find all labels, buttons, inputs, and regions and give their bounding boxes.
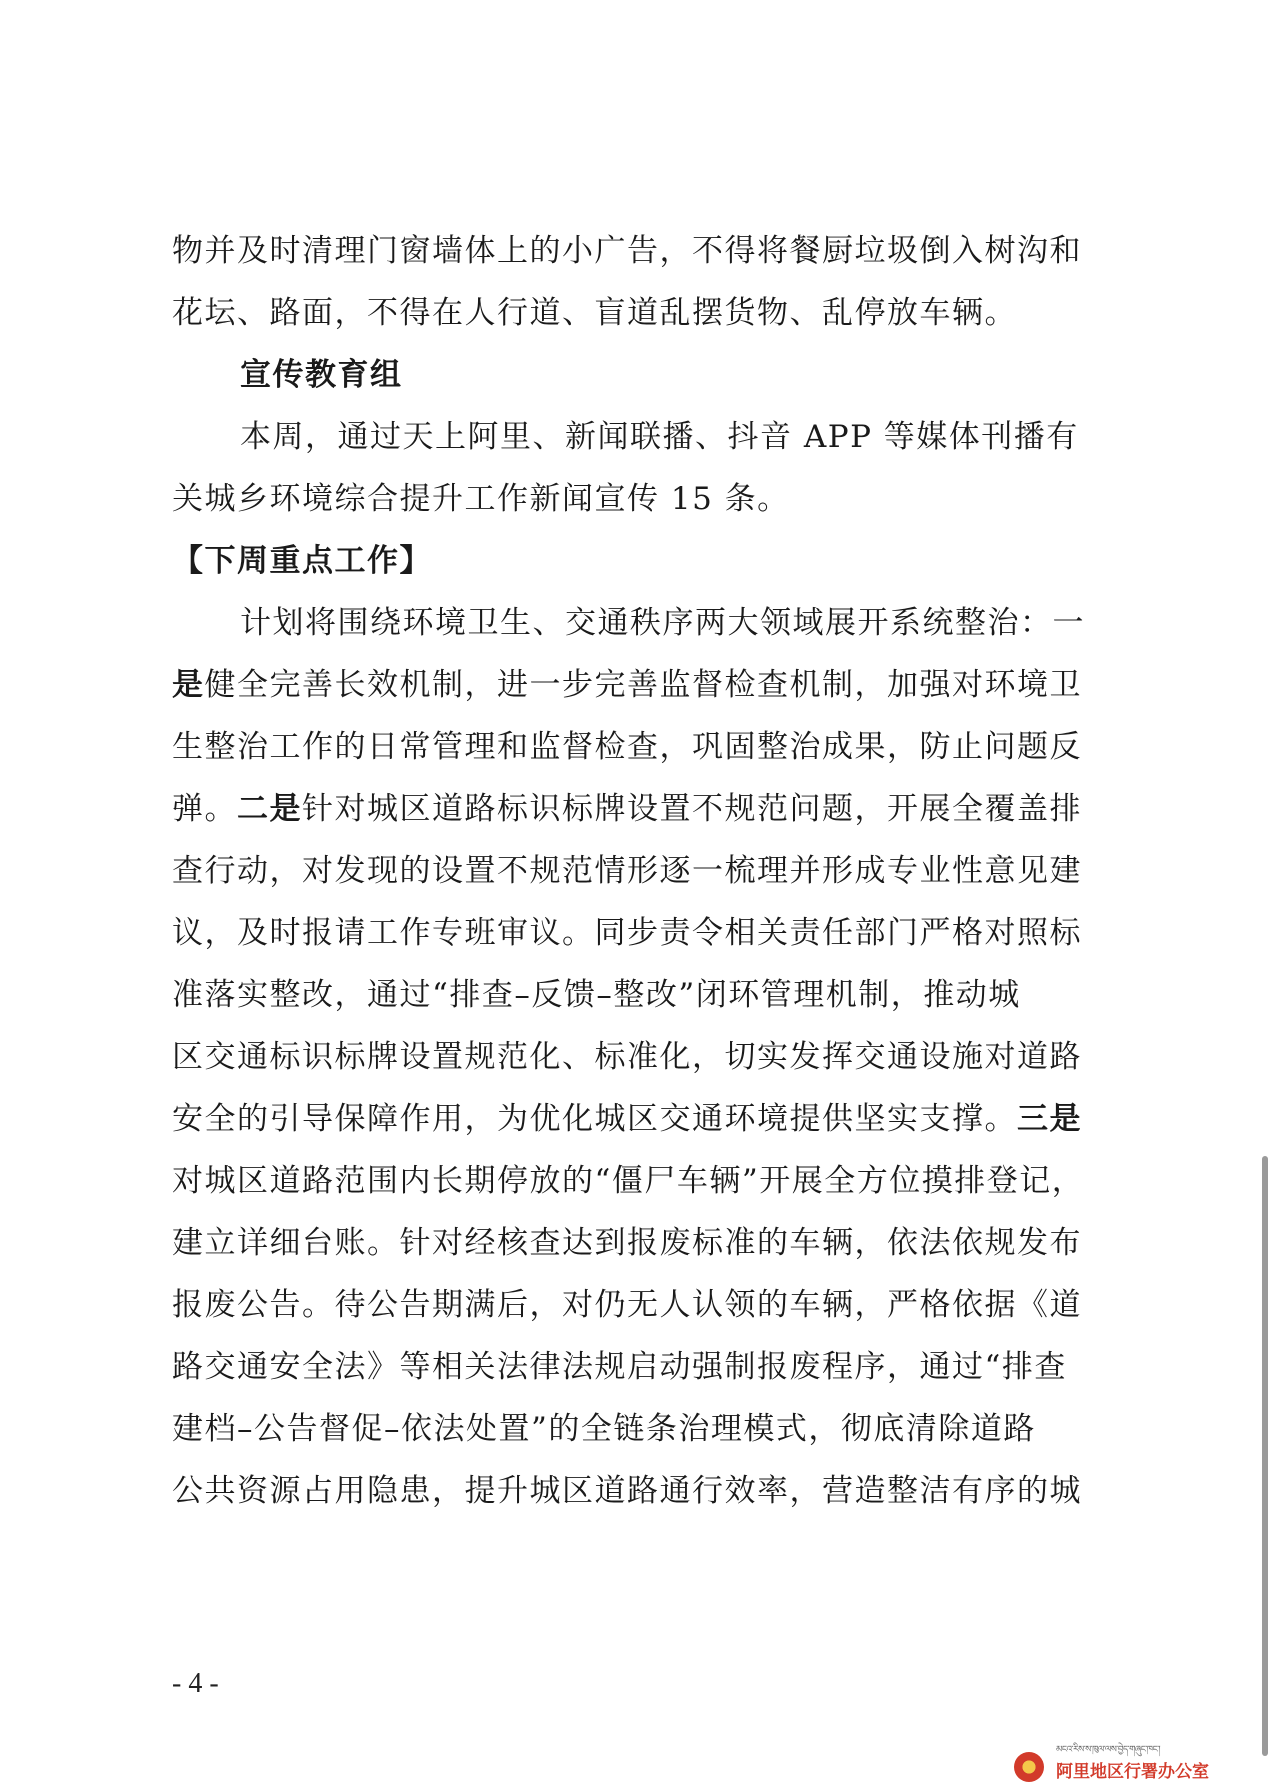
watermark <box>1012 1740 1272 1784</box>
text-segment: 议，及时报请工作专班审议。同步责令相关责任部门严格对照标 <box>172 915 1082 951</box>
section-heading: 宣传教育组 <box>240 357 403 393</box>
text-segment: 准落实整改，通过“排查–反馈–整改”闭环管理机制，推动城 <box>172 977 1021 1013</box>
text-line <box>172 1460 1128 1522</box>
text-segment: 本周，通过天上阿里、新闻联播、抖音 APP 等媒体刊播有 <box>240 419 1079 455</box>
text-line <box>172 220 1128 282</box>
text-line <box>172 1336 1128 1398</box>
emblem-icon <box>1014 1752 1044 1782</box>
bold-ordinal: 三是 <box>1017 1101 1082 1137</box>
text-segment: 物并及时清理门窗墙体上的小广告，不得将餐厨垃圾倒入树沟和 <box>172 233 1082 269</box>
text-segment: 查行动，对发现的设置不规范情形逐一梳理并形成专业性意见建 <box>172 853 1082 889</box>
watermark-office-name: 阿里地区行署办公室 <box>1056 1762 1209 1782</box>
scrollbar-thumb[interactable] <box>1262 1156 1268 1756</box>
page-number: - 4 - <box>172 1668 219 1699</box>
text-line <box>172 964 1128 1026</box>
text-segment: 对城区道路范围内长期停放的“僵尸车辆”开展全方位摸排登记， <box>172 1163 1085 1199</box>
text-line <box>172 840 1128 902</box>
text-segment: 计划将围绕环境卫生、交通秩序两大领域展开系统整治：一 <box>240 605 1085 641</box>
text-segment: 弹。 <box>172 791 237 827</box>
text-line <box>172 592 1128 654</box>
text-line <box>172 654 1128 716</box>
text-line <box>172 1274 1128 1336</box>
text-segment: 公共资源占用隐患，提升城区道路通行效率，营造整洁有序的城 <box>172 1473 1082 1509</box>
text-segment: 区交通标识标牌设置规范化、标准化，切实发挥交通设施对道路 <box>172 1039 1082 1075</box>
bold-ordinal: 二是 <box>237 791 302 827</box>
text-line <box>172 1026 1128 1088</box>
bold-ordinal: 是 <box>172 667 205 703</box>
text-line <box>172 468 1128 530</box>
text-segment: 健全完善长效机制，进一步完善监督检查机制，加强对环境卫 <box>204 667 1082 703</box>
text-segment: 建档–公告督促–依法处置”的全链条治理模式，彻底清除道路 <box>172 1411 1036 1447</box>
text-line <box>172 716 1128 778</box>
watermark-tibetan-text: མངའ་རིས་ས་ཁུལ་ལས་བྱེད་གཞུང་ཁང་། <box>1056 1745 1161 1755</box>
section-heading: 【下周重点工作】 <box>172 543 432 579</box>
text-segment: 路交通安全法》等相关法律法规启动强制报废程序，通过“排查 <box>172 1349 1067 1385</box>
text-line <box>172 778 1128 840</box>
text-segment: 安全的引导保障作用，为优化城区交通环境提供坚实支撑。 <box>172 1101 1017 1137</box>
document-body <box>172 220 1128 1522</box>
text-line <box>172 1398 1128 1460</box>
text-segment: 关城乡环境综合提升工作新闻宣传 15 条。 <box>172 481 790 517</box>
text-line <box>172 1088 1128 1150</box>
text-line <box>172 1212 1128 1274</box>
text-segment: 花坛、路面，不得在人行道、盲道乱摆货物、乱停放车辆。 <box>172 295 1017 331</box>
text-line <box>172 1150 1128 1212</box>
text-segment: 报废公告。待公告期满后，对仍无人认领的车辆，严格依据《道 <box>172 1287 1082 1323</box>
text-segment: 生整治工作的日常管理和监督检查，巩固整治成果，防止问题反 <box>172 729 1082 765</box>
text-segment: 建立详细台账。针对经核查达到报废标准的车辆，依法依规发布 <box>172 1225 1082 1261</box>
text-line <box>172 902 1128 964</box>
text-line <box>172 282 1128 344</box>
text-line <box>172 406 1128 468</box>
text-segment: 针对城区道路标识标牌设置不规范问题，开展全覆盖排 <box>302 791 1082 827</box>
